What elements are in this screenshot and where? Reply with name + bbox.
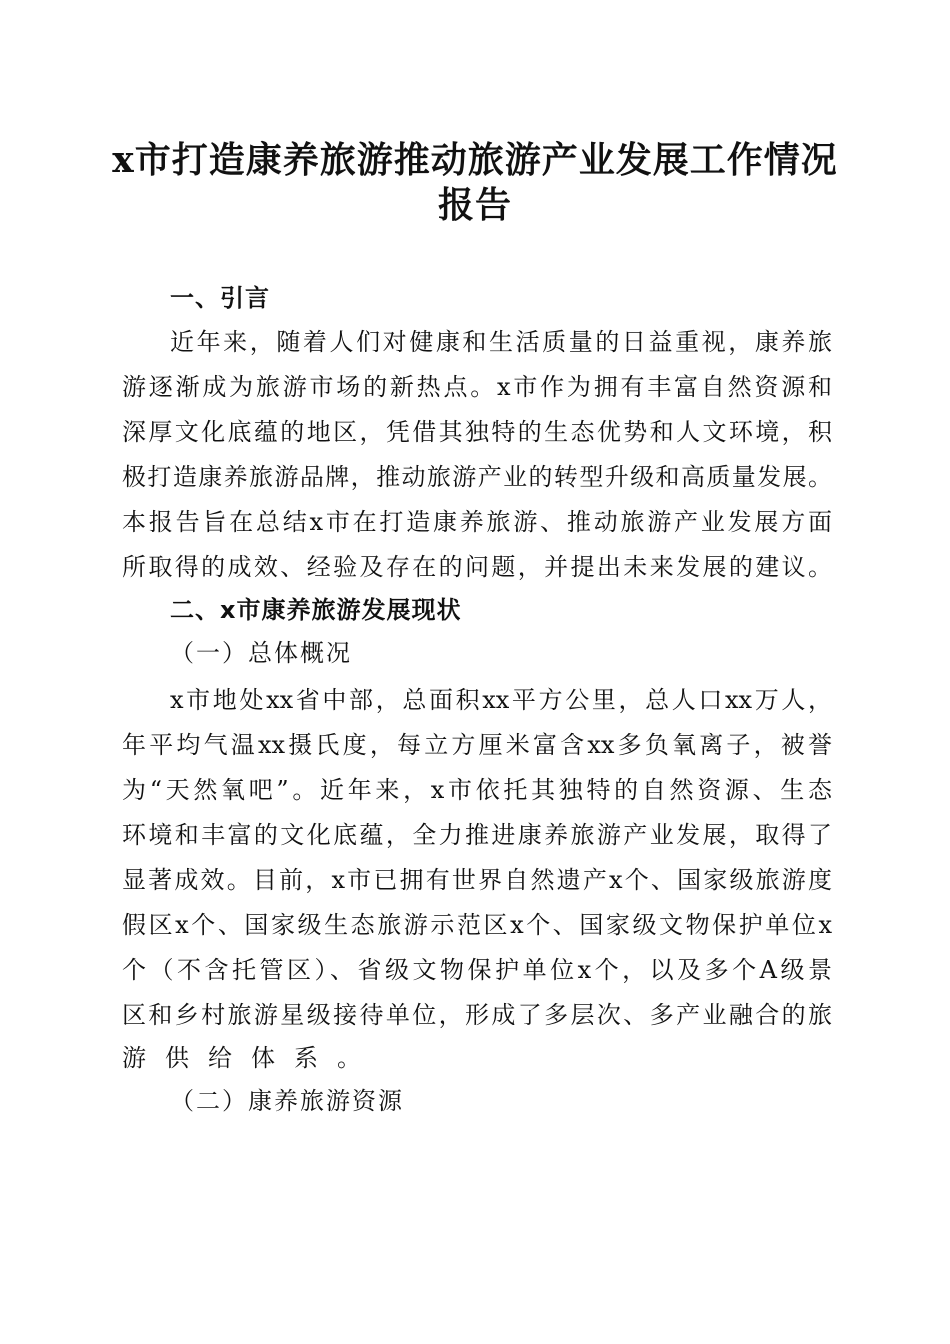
section-heading-status: 二、x市康养旅游发展现状 bbox=[170, 596, 462, 624]
paragraph-line: 所取得的成效、经验及存在的问题，并提出未来发展的建议。 bbox=[122, 553, 832, 581]
document-title-line-1: x市打造康养旅游推动旅游产业发展工作情况 bbox=[112, 139, 838, 181]
document-title-line-2: 报告 bbox=[437, 184, 512, 226]
paragraph-line: 深厚文化底蕴的地区，凭借其独特的生态优势和人文环境，积 bbox=[122, 418, 832, 446]
paragraph-line: x市地处xx省中部，总面积xx平方公里，总人口xx万人， bbox=[170, 686, 832, 714]
paragraph-line: 为“天然氧吧”。近年来，x市依托其独特的自然资源、生态 bbox=[122, 776, 832, 804]
paragraph-line: 游供给体系。 bbox=[122, 1044, 380, 1072]
paragraph-line: 区和乡村旅游星级接待单位，形成了多层次、多产业融合的旅 bbox=[122, 1001, 832, 1029]
paragraph-line: 显著成效。目前，x市已拥有世界自然遗产x个、国家级旅游度 bbox=[122, 866, 832, 894]
paragraph-line: 极打造康养旅游品牌，推动旅游产业的转型升级和高质量发展。 bbox=[122, 463, 832, 491]
subsection-heading-overview: （一）总体概况 bbox=[170, 639, 352, 667]
paragraph-line: 本报告旨在总结x市在打造康养旅游、推动旅游产业发展方面 bbox=[122, 508, 832, 536]
paragraph-line: 游逐渐成为旅游市场的新热点。x市作为拥有丰富自然资源和 bbox=[122, 373, 832, 401]
paragraph-line: 假区x个、国家级生态旅游示范区x个、国家级文物保护单位x bbox=[122, 911, 832, 939]
paragraph-line: 环境和丰富的文化底蕴，全力推进康养旅游产业发展，取得了 bbox=[122, 821, 832, 849]
subsection-heading-resources: （二）康养旅游资源 bbox=[170, 1087, 404, 1115]
section-heading-intro: 一、引言 bbox=[170, 284, 270, 312]
paragraph-line: 个（不含托管区）、省级文物保护单位x个，以及多个A级景 bbox=[122, 956, 832, 984]
paragraph-line: 近年来，随着人们对健康和生活质量的日益重视，康养旅 bbox=[170, 328, 832, 356]
paragraph-line: 年平均气温xx摄氏度，每立方厘米富含xx多负氧离子，被誉 bbox=[122, 731, 832, 759]
